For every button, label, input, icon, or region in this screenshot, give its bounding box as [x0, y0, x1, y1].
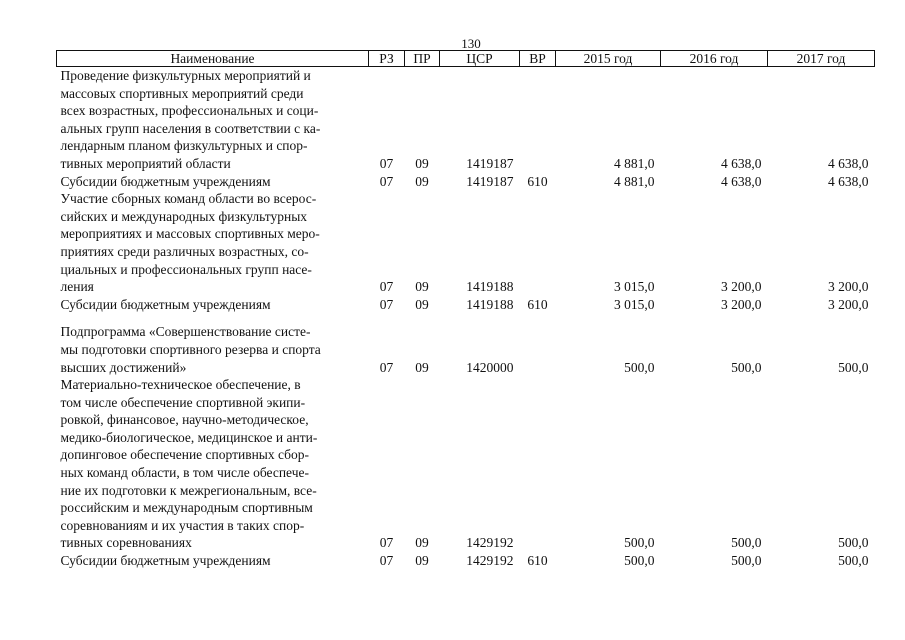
row-vr	[520, 323, 556, 376]
row-name-line: ления	[60, 279, 94, 295]
row-name-line: допинговое обеспечение спортивных сбор-	[60, 447, 310, 463]
row-name-line: циальных и профессиональных групп насе-	[60, 261, 312, 277]
row-value-2015: 4 881,0	[614, 155, 655, 171]
row-name-line: том числе обеспечение спортивной экипи-	[60, 394, 306, 410]
row-value-2015: 500,0	[624, 359, 655, 375]
row-pr: 09	[415, 553, 429, 569]
row-value-2016: 3 200,0	[721, 279, 762, 295]
row-name-line: тивных соревнованиях	[60, 535, 192, 551]
row-value-2015: 500,0	[624, 535, 655, 551]
row-name	[57, 552, 369, 570]
row-vr	[520, 376, 556, 552]
row-pr: 09	[415, 279, 429, 295]
row-value-2017: 500,0	[838, 535, 869, 551]
row-name-line: Субсидии бюджетным учреждениям	[60, 553, 271, 569]
row-value-2016: 500,0	[731, 535, 762, 551]
row-csr: 1420000	[466, 359, 514, 375]
row-pr: 09	[415, 173, 429, 189]
row-name	[57, 67, 369, 173]
row-name-line: Материально-техническое обеспечение, в	[60, 377, 301, 393]
row-value-2015: 500,0	[624, 553, 655, 569]
row-name-line: массовых спортивных мероприятий среди	[60, 85, 304, 101]
row-value-2017: 4 638,0	[828, 155, 869, 171]
header-csr: ЦСР	[440, 51, 520, 67]
row-vr: 610	[527, 296, 548, 312]
row-csr: 1419188	[466, 296, 514, 312]
row-rz: 07	[379, 155, 394, 171]
row-name-line: ние их подготовки к межрегиональным, все-	[60, 482, 317, 498]
row-name-line: Субсидии бюджетным учреждениям	[60, 296, 271, 312]
table-body	[57, 67, 875, 570]
row-name-line: высших достижений»	[60, 359, 187, 375]
row-name-line: всех возрастных, профессиональных и соци-	[60, 103, 319, 119]
row-value-2015: 3 015,0	[614, 279, 655, 295]
row-pr: 09	[415, 155, 429, 171]
row-value-2017: 500,0	[838, 553, 869, 569]
row-value-2017: 500,0	[838, 359, 869, 375]
table-row	[57, 173, 875, 191]
row-value-2016: 4 638,0	[721, 173, 762, 189]
row-value-2016: 4 638,0	[721, 155, 762, 171]
row-name-line: альных групп населения в соответствии с ка-	[60, 120, 321, 136]
budget-table	[56, 50, 875, 570]
row-spacer	[57, 313, 875, 323]
page-number: 130	[461, 36, 481, 51]
table-row	[57, 296, 875, 314]
table-header-row	[57, 51, 875, 67]
row-vr: 610	[527, 173, 548, 189]
row-rz: 07	[379, 296, 394, 312]
row-name-line: Проведение физкультурных мероприятий и	[60, 68, 311, 83]
row-name-line: ровкой, финансовое, научно-методическое,	[60, 412, 309, 428]
row-value-2016: 500,0	[731, 553, 762, 569]
header-pr: ПР	[405, 51, 440, 67]
table-row	[57, 190, 875, 296]
row-csr: 1419188	[466, 279, 514, 295]
row-pr: 09	[415, 535, 429, 551]
table-row	[57, 67, 875, 173]
row-name-line: тивных мероприятий области	[60, 155, 231, 171]
row-name	[57, 323, 369, 376]
row-name-line: мы подготовки спортивного резерва и спорта	[60, 341, 321, 357]
row-value-2017: 3 200,0	[828, 296, 869, 312]
table-row	[57, 376, 875, 552]
row-name	[57, 376, 369, 552]
row-value-2016: 500,0	[731, 359, 762, 375]
row-name-line: Подпрограмма «Совершенствование систе-	[60, 324, 311, 340]
table-row	[57, 323, 875, 376]
row-spacer-cell	[57, 313, 875, 323]
row-csr: 1419187	[466, 155, 514, 171]
row-value-2015: 4 881,0	[614, 173, 655, 189]
header-2016: 2016 год	[661, 51, 768, 67]
row-rz: 07	[379, 535, 394, 551]
row-value-2017: 4 638,0	[828, 173, 869, 189]
row-value-2015: 3 015,0	[614, 296, 655, 312]
row-name	[57, 296, 369, 314]
row-name-line: лендарным планом физкультурных и спор-	[60, 138, 308, 154]
row-pr: 09	[415, 359, 429, 375]
table-row	[57, 552, 875, 570]
row-csr: 1429192	[466, 535, 514, 551]
row-csr: 1429192	[466, 553, 514, 569]
row-vr: 610	[527, 553, 548, 569]
row-rz: 07	[379, 279, 394, 295]
row-name-line: российским и международным спортивным	[60, 500, 313, 516]
row-name	[57, 190, 369, 296]
row-vr	[520, 67, 556, 173]
row-value-2016: 3 200,0	[721, 296, 762, 312]
row-name-line: Субсидии бюджетным учреждениям	[60, 173, 271, 189]
row-name-line: приятиях среди различных возрастных, со-	[60, 243, 309, 259]
header-rz: РЗ	[369, 51, 405, 67]
header-2015: 2015 год	[556, 51, 661, 67]
row-name-line: мероприятиях и массовых спортивных меро-	[60, 226, 320, 242]
row-pr: 09	[415, 296, 429, 312]
row-name	[57, 173, 369, 191]
header-name: Наименование	[57, 51, 369, 67]
header-2017: 2017 год	[768, 51, 875, 67]
header-vr: ВР	[520, 51, 556, 67]
row-value-2017: 3 200,0	[828, 279, 869, 295]
row-name-line: соревнованиям и их участия в таких спор-	[60, 517, 305, 533]
row-csr: 1419187	[466, 173, 514, 189]
row-vr	[520, 190, 556, 296]
row-rz: 07	[379, 553, 394, 569]
row-name-line: сийских и международных физкультурных	[60, 208, 308, 224]
row-rz: 07	[379, 359, 394, 375]
row-name-line: ных команд области, в том числе обеспече-	[60, 465, 309, 481]
row-name-line: Участие сборных команд области во всерос-	[60, 191, 317, 207]
row-rz: 07	[379, 173, 394, 189]
row-name-line: медико-биологическое, медицинское и анти-	[60, 429, 318, 445]
